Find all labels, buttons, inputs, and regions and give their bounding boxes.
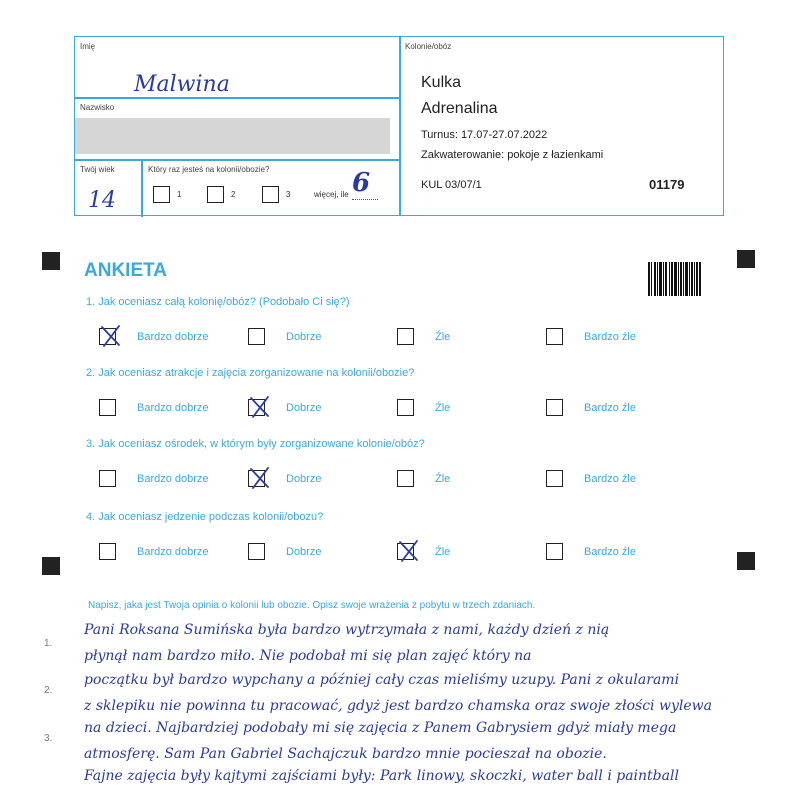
opinion-line-1[interactable]: Pani Roksana Sumińska była bardzo wytrzymała z nami, każdy dzień z nią — [84, 622, 610, 638]
checkbox-raz-2[interactable] — [207, 186, 224, 203]
opinion-line-6[interactable]: atmosferę. Sam Pan Gabriel Sachajczuk bardzo mnie pocieszał na obozie. — [84, 746, 607, 762]
check-x-icon — [398, 539, 420, 563]
row-divider-3 — [141, 159, 143, 217]
nazwisko-label: Nazwisko — [80, 103, 115, 112]
checkbox-raz-3[interactable] — [262, 186, 279, 203]
nazwisko-redacted — [75, 118, 390, 154]
option-label-q4-opt4: Bardzo źle — [584, 546, 636, 558]
checkbox-q2-opt4[interactable] — [546, 399, 563, 416]
option-label-q3-opt4: Bardzo źle — [584, 473, 636, 485]
opinion-prompt: Napisz, jaka jest Twoja opinia o kolonii lub obozie. Opisz swoje wrażenia z pobytu w trzech zdaniach. — [88, 600, 536, 611]
checkbox-q1-opt4[interactable] — [546, 328, 563, 345]
raz-1-label: 1 — [177, 190, 182, 199]
opinion-line-3[interactable]: początku był bardzo wypchany a później cały czas mieliśmy uzupy. Pani z okularami — [84, 672, 680, 688]
opinion-line-2[interactable]: płynął nam bardzo miło. Nie podobał mi się plan zajęć który na — [84, 648, 532, 664]
checkbox-q3-opt3[interactable] — [397, 470, 414, 487]
option-label-q4-opt3: Źle — [435, 546, 451, 558]
registration-mark-br — [737, 552, 755, 570]
barcode-icon — [648, 262, 702, 296]
imie-value[interactable]: Malwina — [134, 72, 230, 97]
wiek-label: Twój wiek — [80, 165, 115, 174]
opinion-line-4[interactable]: z sklepiku nie powinna tu pracować, gdyż jest bardzo chamska oraz swoje złości wylewa — [84, 698, 712, 714]
checkbox-q3-opt2[interactable] — [248, 470, 265, 487]
wiecej-underline — [352, 199, 378, 200]
camp-program: Adrenalina — [421, 100, 498, 117]
form-code: KUL 03/07/1 — [421, 179, 482, 191]
option-label-q4-opt2: Dobrze — [286, 546, 322, 558]
check-x-icon — [249, 395, 271, 419]
wiecej-label: więcej, ile — [314, 190, 349, 199]
checkbox-q2-opt2[interactable] — [248, 399, 265, 416]
question-3-text: 3. Jak oceniasz ośrodek, w którym były zorganizowane kolonie/obóz? — [86, 438, 425, 450]
check-x-icon — [249, 466, 271, 490]
header-divider — [399, 37, 401, 215]
raz-3-label: 3 — [286, 190, 291, 199]
line-number-1: 1. — [44, 638, 53, 649]
option-label-q2-opt3: Źle — [435, 402, 451, 414]
option-label-q3-opt2: Dobrze — [286, 473, 322, 485]
question-2-text: 2. Jak oceniasz atrakcje i zajęcia zorganizowane na kolonii/obozie? — [86, 367, 415, 379]
option-label-q2-opt2: Dobrze — [286, 402, 322, 414]
ktory-raz-label: Który raz jesteś na kolonii/obozie? — [148, 165, 270, 174]
option-label-q1-opt3: Źle — [435, 331, 451, 343]
turnus: Turnus: 17.07-27.07.2022 — [421, 129, 548, 141]
kolonie-label: Kolonie/obóz — [405, 42, 452, 51]
registration-mark-tr — [737, 250, 755, 268]
checkbox-q4-opt4[interactable] — [546, 543, 563, 560]
survey-title: ANKIETA — [84, 260, 168, 281]
checkbox-q2-opt3[interactable] — [397, 399, 414, 416]
option-label-q4-opt1: Bardzo dobrze — [137, 546, 209, 558]
camp-name: Kulka — [421, 74, 462, 91]
imie-label: Imię — [80, 42, 96, 51]
checkbox-q1-opt1[interactable] — [99, 328, 116, 345]
row-divider-2 — [75, 159, 400, 161]
wiek-value[interactable]: 14 — [88, 188, 116, 213]
checkbox-q2-opt1[interactable] — [99, 399, 116, 416]
checkbox-q1-opt2[interactable] — [248, 328, 265, 345]
option-label-q1-opt4: Bardzo źle — [584, 331, 636, 343]
question-1-text: 1. Jak oceniasz całą kolonię/obóz? (Podobało Ci się?) — [86, 296, 350, 308]
checkbox-q4-opt2[interactable] — [248, 543, 265, 560]
checkbox-q4-opt3[interactable] — [397, 543, 414, 560]
checkbox-q1-opt3[interactable] — [397, 328, 414, 345]
checkbox-q3-opt1[interactable] — [99, 470, 116, 487]
option-label-q1-opt2: Dobrze — [286, 331, 322, 343]
raz-2-label: 2 — [231, 190, 236, 199]
checkbox-q4-opt1[interactable] — [99, 543, 116, 560]
option-label-q2-opt1: Bardzo dobrze — [137, 402, 209, 414]
registration-mark-tl — [42, 252, 60, 270]
opinion-line-5[interactable]: na dzieci. Najbardziej podobały mi się zajęcia z Panem Gabrysiem gdyż miały mega — [84, 720, 677, 736]
line-number-2: 2. — [44, 685, 53, 696]
checkbox-raz-1[interactable] — [153, 186, 170, 203]
opinion-line-7[interactable]: Fajne zajęcia były kajtymi zajściami były: Park linowy, skoczki, water ball i paintball — [84, 768, 679, 784]
option-label-q3-opt1: Bardzo dobrze — [137, 473, 209, 485]
option-label-q1-opt1: Bardzo dobrze — [137, 331, 209, 343]
zakwaterowanie: Zakwaterowanie: pokoje z łazienkami — [421, 149, 604, 161]
check-x-icon — [100, 324, 122, 348]
form-number: 01179 — [649, 177, 685, 192]
wiecej-value[interactable]: 6 — [352, 168, 371, 198]
checkbox-q3-opt4[interactable] — [546, 470, 563, 487]
question-4-text: 4. Jak oceniasz jedzenie podczas kolonii/obozu? — [86, 511, 324, 523]
option-label-q3-opt3: Źle — [435, 473, 451, 485]
registration-mark-bl — [42, 557, 60, 575]
row-divider-1 — [75, 97, 400, 99]
option-label-q2-opt4: Bardzo źle — [584, 402, 636, 414]
line-number-3: 3. — [44, 733, 53, 744]
